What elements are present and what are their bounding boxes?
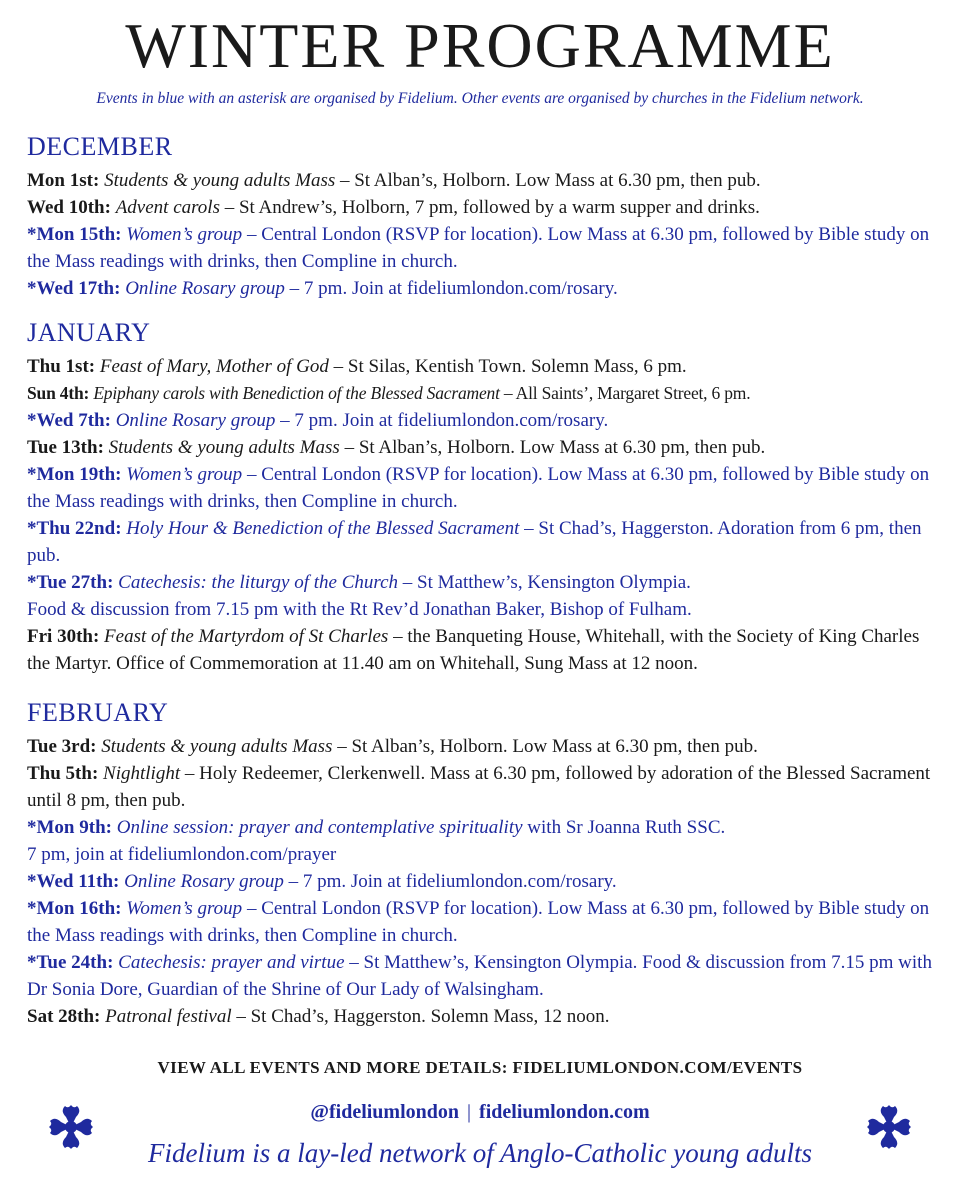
event-item: Tue 3rd: Students & young adults Mass – St Alban’s, Holborn. Low Mass at 6.30 pm, then pub. xyxy=(27,736,758,757)
event-item: *Thu 22nd: Holy Hour & Benediction of the Blessed Sacrament – St Chad’s, Haggerston. Adoration from 6 pm, then pub. xyxy=(27,518,922,566)
event-item: Sun 4th: Epiphany carols with Benediction of the Blessed Sacrament – All Saints’, Margaret Street, 6 pm. xyxy=(27,383,751,403)
event-item: *Tue 27th: Catechesis: the liturgy of the Church – St Matthew’s, Kensington Olympia. Food & discussion from 7.15 pm with the Rt Rev’d Jonathan Baker, Bishop of Fulham. xyxy=(27,572,692,620)
website-link[interactable]: fideliumlondon.com xyxy=(479,1101,650,1123)
separator: | xyxy=(467,1101,472,1123)
event-item: Mon 1st: Students & young adults Mass – St Alban’s, Holborn. Low Mass at 6.30 pm, then pub. xyxy=(27,170,761,191)
month-heading-january: JANUARY xyxy=(27,318,151,347)
tagline: Fidelium is a lay-led network of Anglo-Catholic young adults xyxy=(148,1138,812,1168)
event-item: *Mon 9th: Online session: prayer and contemplative spirituality with Sr Joanna Ruth SSC. 7 pm, join at fideliumlondon.com/prayer xyxy=(27,817,726,865)
month-heading-december: DECEMBER xyxy=(27,132,173,161)
event-item: Fri 30th: Feast of the Martyrdom of St Charles – the Banqueting House, Whitehall, with the Society of King Charles the Martyr. Office of Commemoration at 11.40 am on Whitehall, Sung Mass at 12 noon. xyxy=(27,626,920,674)
event-item: *Mon 15th: Women’s group – Central London (RSVP for location). Low Mass at 6.30 pm, followed by Bible study on the Mass readings with drinks, then Compline in church. xyxy=(27,224,930,272)
event-item: *Wed 17th: Online Rosary group – 7 pm. Join at fideliumlondon.com/rosary. xyxy=(27,278,618,299)
event-item: *Wed 7th: Online Rosary group – 7 pm. Join at fideliumlondon.com/rosary. xyxy=(27,410,609,431)
event-item: *Mon 16th: Women’s group – Central London (RSVP for location). Low Mass at 6.30 pm, followed by Bible study on the Mass readings with drinks, then Compline in church. xyxy=(27,898,930,946)
event-item: *Tue 24th: Catechesis: prayer and virtue – St Matthew’s, Kensington Olympia. Food & discussion from 7.15 pm with Dr Sonia Dore, Guardian of the Shrine of Our Lady of Walsingham. xyxy=(27,952,932,1000)
event-item: Thu 5th: Nightlight – Holy Redeemer, Clerkenwell. Mass at 6.30 pm, followed by adoration of the Blessed Sacrament until 8 pm, then pub. xyxy=(27,763,931,811)
social-links xyxy=(0,1101,960,1124)
events-link[interactable]: VIEW ALL EVENTS AND MORE DETAILS: FIDELIUMLONDON.COM/EVENTS xyxy=(157,1058,803,1077)
page-title: WINTER PROGRAMME xyxy=(125,10,835,81)
event-item: Wed 10th: Advent carols – St Andrew’s, Holborn, 7 pm, followed by a warm supper and drinks. xyxy=(27,197,760,218)
event-item: Tue 13th: Students & young adults Mass – St Alban’s, Holborn. Low Mass at 6.30 pm, then pub. xyxy=(27,437,766,458)
social-handle[interactable]: @fideliumlondon xyxy=(310,1101,460,1123)
month-heading-february: FEBRUARY xyxy=(27,698,169,727)
event-item: Thu 1st: Feast of Mary, Mother of God – St Silas, Kentish Town. Solemn Mass, 6 pm. xyxy=(27,356,687,377)
event-item: *Wed 11th: Online Rosary group – 7 pm. Join at fideliumlondon.com/rosary. xyxy=(27,871,617,892)
event-item: *Mon 19th: Women’s group – Central London (RSVP for location). Low Mass at 6.30 pm, followed by Bible study on the Mass readings with drinks, then Compline in church. xyxy=(27,464,930,512)
event-item: Sat 28th: Patronal festival – St Chad’s, Haggerston. Solemn Mass, 12 noon. xyxy=(27,1006,610,1027)
legend-note: Events in blue with an asterisk are organised by Fidelium. Other events are organised by churches in the Fidelium network. xyxy=(96,90,864,107)
